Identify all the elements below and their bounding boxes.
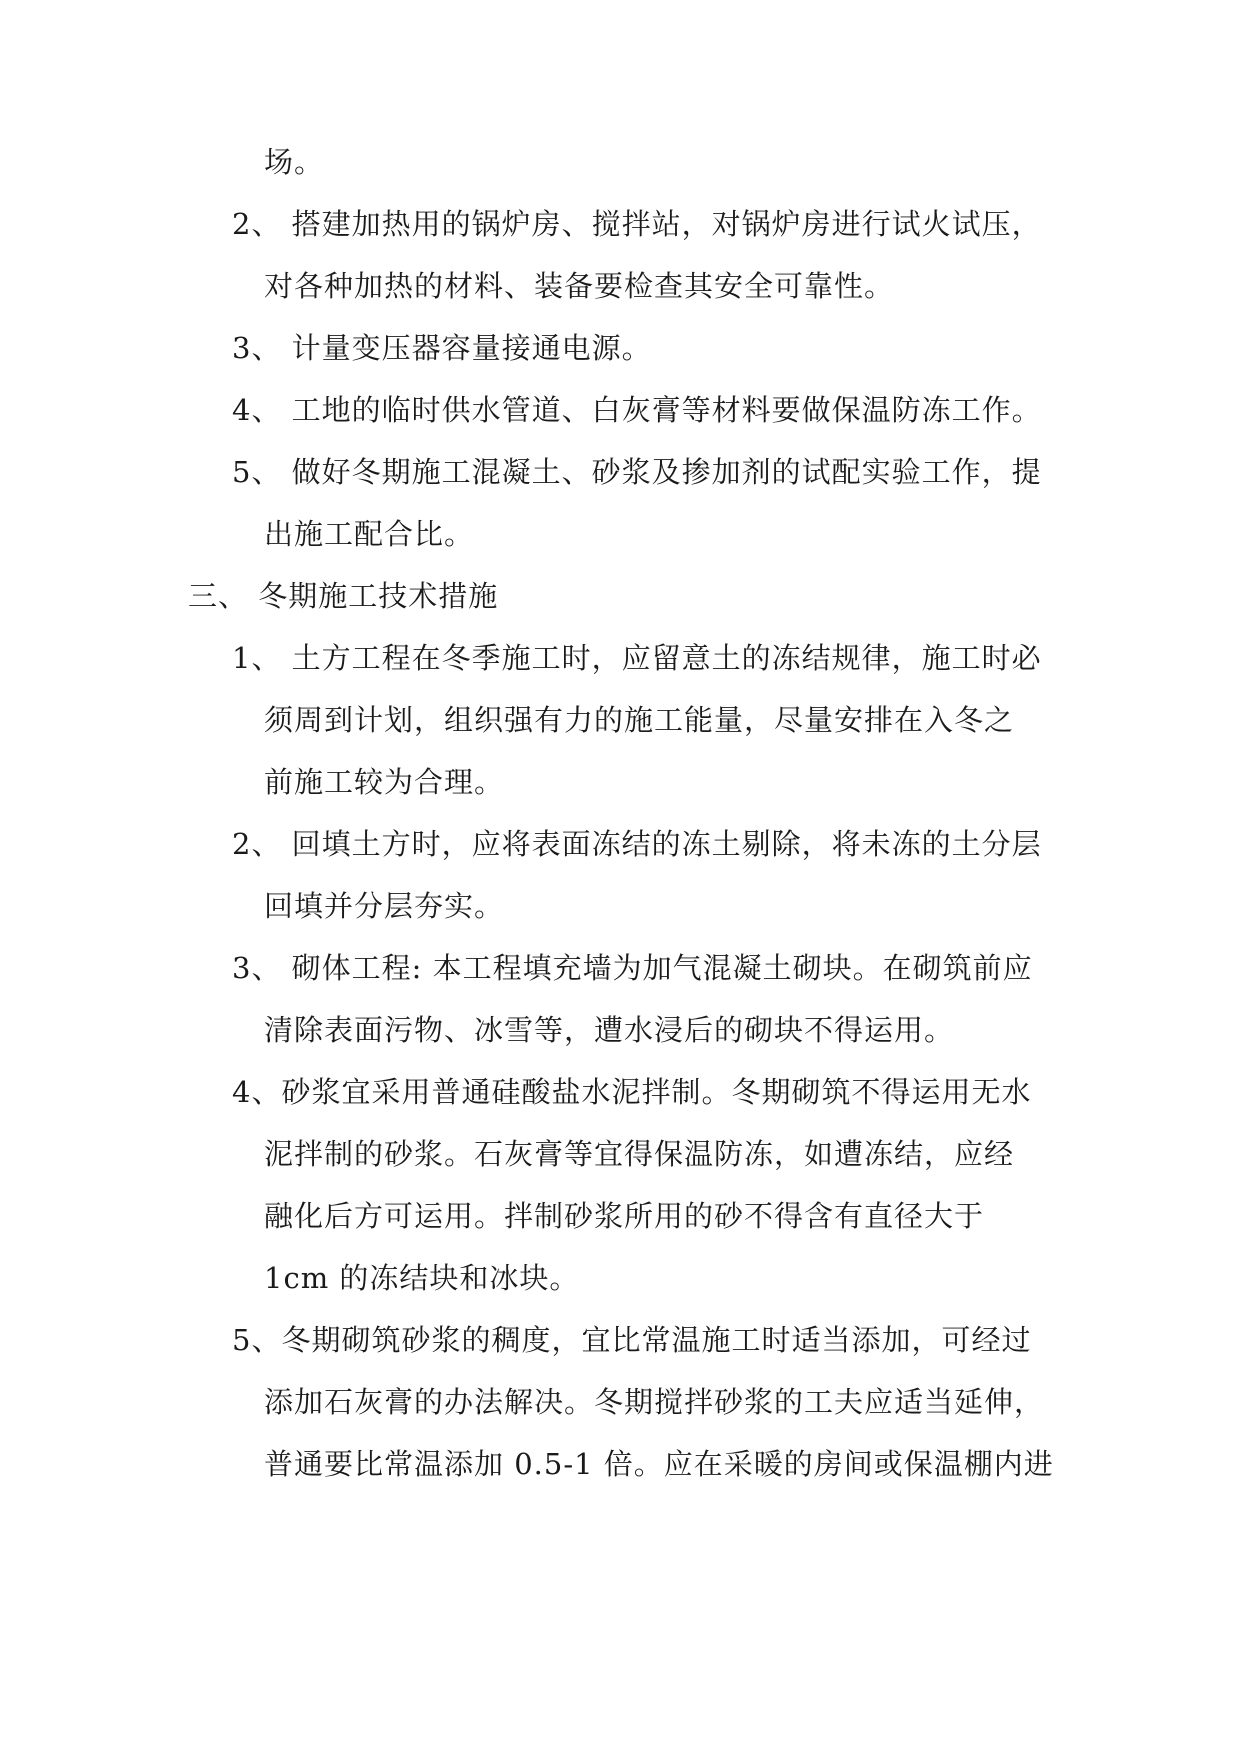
text-line-15: 清除表面污物、冰雪等，遭水浸后的砌块不得运用。 xyxy=(264,1013,955,1047)
text-line-2: 2、 搭建加热用的锅炉房、搅拌站，对锅炉房进行试火试压， xyxy=(232,207,1042,241)
text-line-6: 5、 做好冬期施工混凝土、砂浆及掺加剂的试配实验工作，提 xyxy=(232,455,1042,489)
text-line-10: 须周到计划，组织强有力的施工能量，尽量安排在入冬之 xyxy=(264,703,1015,737)
text-line-4: 3、 计量变压器容量接通电源。 xyxy=(232,331,652,365)
section-heading: 三、 冬期施工技术措施 xyxy=(188,579,499,613)
text-line-16: 4、砂浆宜采用普通硅酸盐水泥拌制。冬期砌筑不得运用无水 xyxy=(232,1075,1032,1109)
text-line-11: 前施工较为合理。 xyxy=(264,765,505,799)
text-line-1: 场。 xyxy=(264,145,325,179)
text-line-19: 1cm 的冻结块和冰块。 xyxy=(264,1261,580,1295)
text-line-5: 4、 工地的临时供水管道、白灰膏等材料要做保温防冻工作。 xyxy=(232,393,1042,427)
text-line-12: 2、 回填土方时，应将表面冻结的冻土剔除，将未冻的土分层 xyxy=(232,827,1042,861)
text-line-21: 添加石灰膏的办法解决。冬期搅拌砂浆的工夫应适当延伸， xyxy=(264,1385,1045,1419)
text-line-17: 泥拌制的砂浆。石灰膏等宜得保温防冻，如遭冻结，应经 xyxy=(264,1137,1015,1171)
text-line-3: 对各种加热的材料、装备要检查其安全可靠性。 xyxy=(264,269,895,303)
text-line-7: 出施工配合比。 xyxy=(264,517,475,551)
text-line-18: 融化后方可运用。拌制砂浆所用的砂不得含有直径大于 xyxy=(264,1199,985,1233)
text-line-22: 普通要比常温添加 0.5-1 倍。应在采暖的房间或保温棚内进 xyxy=(264,1447,1054,1481)
text-line-13: 回填并分层夯实。 xyxy=(264,889,505,923)
text-line-20: 5、冬期砌筑砂浆的稠度，宜比常温施工时适当添加，可经过 xyxy=(232,1323,1032,1357)
text-line-9: 1、 土方工程在冬季施工时，应留意土的冻结规律，施工时必 xyxy=(232,641,1042,675)
text-line-14: 3、 砌体工程: 本工程填充墙为加气混凝土砌块。在砌筑前应 xyxy=(232,951,1033,985)
